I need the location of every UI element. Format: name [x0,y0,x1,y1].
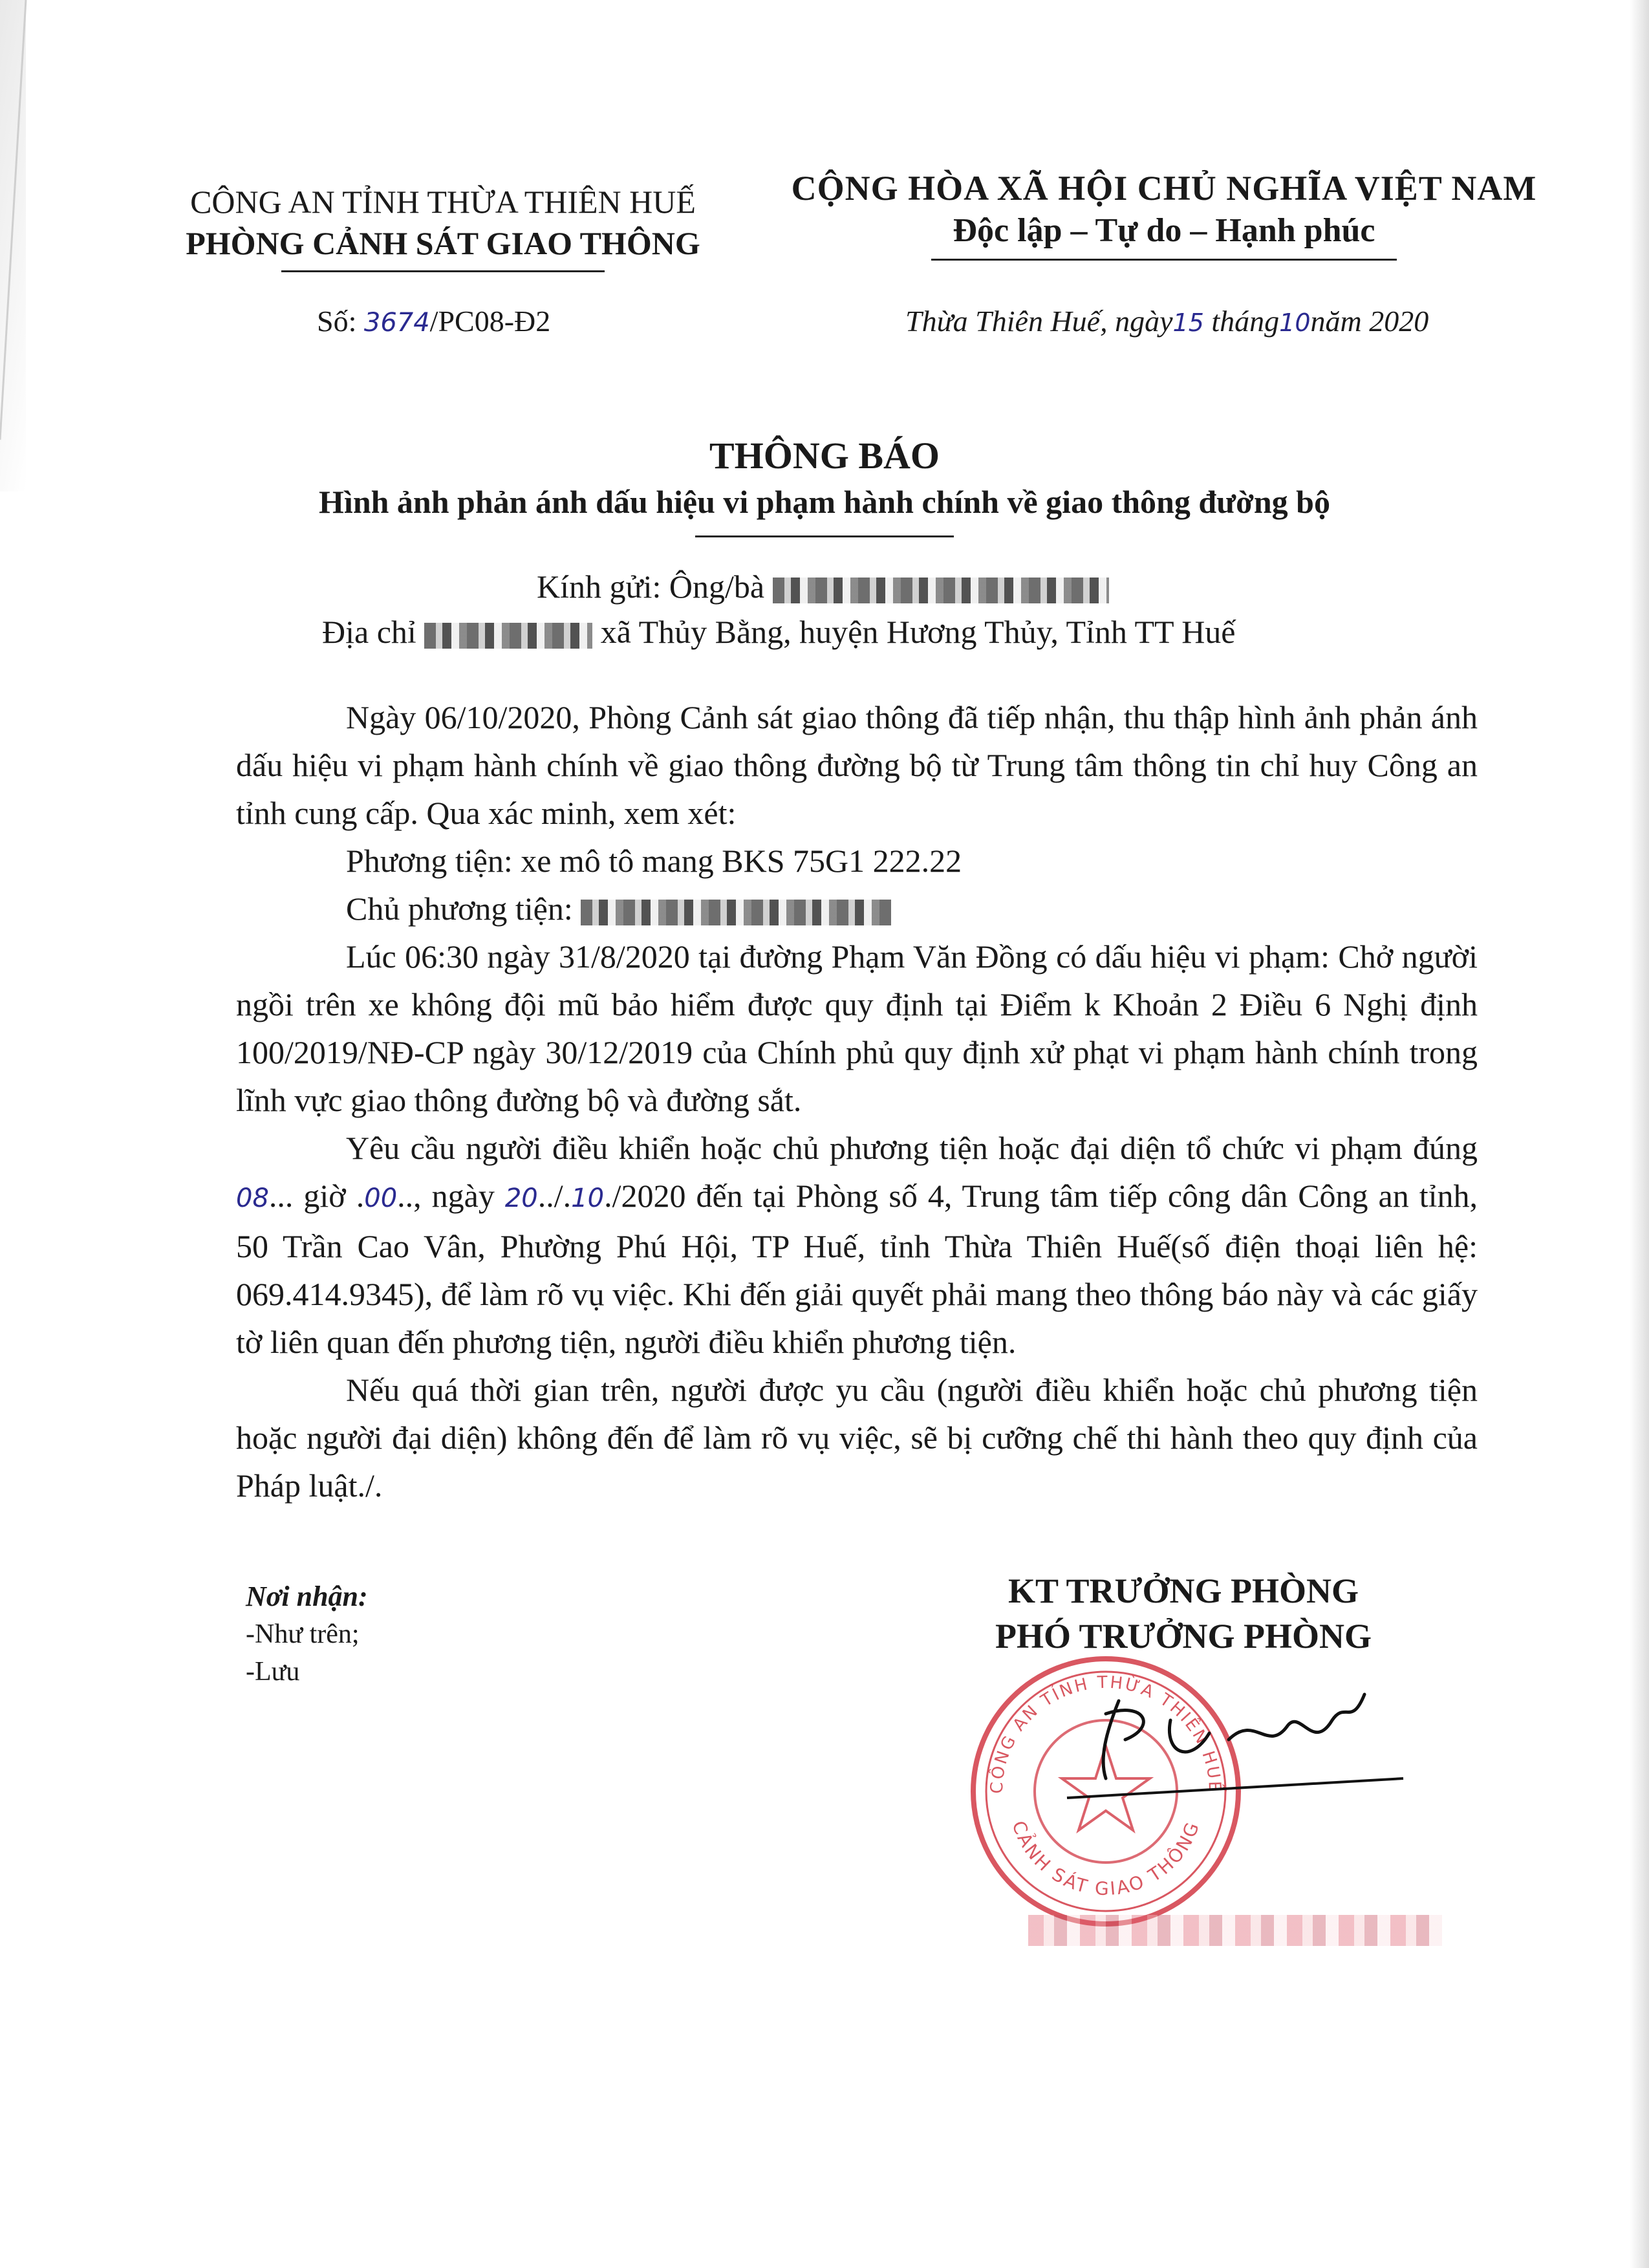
header-right [757,167,1571,261]
department-name: PHÒNG CẢNH SÁT GIAO THÔNG [186,225,700,261]
date-prefix: Thừa Thiên Huế, ngày [905,305,1173,338]
signature-title [951,1568,1416,1659]
date-month-handwritten: 10 [1279,308,1311,337]
recipients-list [246,1578,368,1690]
national-motto: Độc lập – Tự do – Hạnh phúc [953,212,1375,249]
redacted-signer-name [1028,1915,1442,1946]
country-name: CỘNG HÒA XÃ HỘI CHỦ NGHĨA VIỆT NAM [791,169,1537,208]
paragraph-intro: Ngày 06/10/2020, Phòng Cảnh sát giao thông đã tiếp nhận, thu thập hình ảnh phản ánh dấu hiệu vi phạm hành chính về giao thông đường bộ từ Trung tâm thông tin chỉ huy Công an tỉnh cung cấp. Qua xác minh, xem xét: [236,699,1478,831]
request-day-handwritten: 20 [504,1183,538,1213]
header-right-rule [931,259,1397,261]
stamp-top-text: CÔNG AN TỈNH THỪA THIÊN HUẾ [987,1672,1225,1795]
title-block [181,432,1468,537]
paragraph-violation: Lúc 06:30 ngày 31/8/2020 tại đường Phạm Văn Đồng có dấu hiệu vi phạm: Chở người ngồi trên xe không đội mũ bảo hiểm được quy định tại Điểm k Khoản 2 Điều 6 Nghị định 100/2019/NĐ-CP ngày 30/12/2019 của Chính phủ quy định xử phạt vi phạm hành chính trong lĩnh vực giao thông đường bộ và đường sắt. [236,938,1478,1118]
body-text [236,693,1478,1509]
recipients-item-2: -Lưu [246,1657,300,1687]
date-year: năm 2020 [1310,305,1429,338]
address-line [322,609,1487,654]
address-label: Địa chỉ [322,614,416,650]
request-rest: /2020 đến tại Phòng số 4, Trung tâm tiếp công dân Công an tỉnh, 50 Trần Cao Vân, Phường Phú Hội, TP Huế, tỉnh Thừa Thiên Huế(số điện thoại liên hệ: 069.414.9345), để làm rõ vụ việc. Khi đến giải quyết phải mang theo thông báo này và các giấy tờ liên quan đến phương tiện, người điều khiển phương tiện. [236,1178,1478,1360]
date-day-handwritten: 15 [1172,308,1204,337]
document-number [317,304,550,338]
vehicle-line: Phương tiện: xe mô tô mang BKS 75G1 222.22 [346,843,962,879]
document-title: THÔNG BÁO [709,435,940,477]
doc-number-suffix: /PC08-Đ2 [429,305,551,338]
recipients-heading: Nơi nhận: [246,1581,368,1612]
svg-text:CẢNH SÁT GIAO THÔNG [1008,1818,1203,1899]
signer-name [1009,1908,1461,1946]
signature-title-line2: PHÓ TRƯỞNG PHÒNG [995,1617,1372,1656]
paragraph-warning: Nếu quá thời gian trên, người được yu cầu (người điều khiển hoặc chủ phương tiện hoặc người đại diện) không đến để làm rõ vụ việc, sẽ bị cưỡng chế thi hành theo quy định của Pháp luật./. [236,1372,1478,1504]
doc-number-handwritten: 3674 [363,308,430,338]
handwritten-signature [1061,1675,1410,1804]
header-left-rule [281,270,605,272]
doc-number-label: Số: [317,305,357,338]
stamp-bottom-text: CẢNH SÁT GIAO THÔNG [1008,1818,1204,1900]
date-month-label: tháng [1211,305,1280,338]
request-month-handwritten: 10 [571,1183,605,1213]
request-hour-label: giờ [303,1178,346,1214]
recipients-item-1: -Như trên; [246,1619,360,1649]
paragraph-request: Yêu cầu người điều khiển hoặc chủ phương tiện hoặc đại diện tổ chức vi phạm đúng 08... giờ .00.., ngày 20../.10./2020 đến tại Phòng số 4, Trung tâm tiếp công dân Công an tỉnh, 50 Trần Cao Vân, Phường Phú Hội, TP Huế, tỉnh Thừa Thiên Huế(số điện thoại liên hệ: 069.414.9345), để làm rõ vụ việc. Khi đến giải quyết phải mang theo thông báo này và các giấy tờ liên quan đến phương tiện, người điều khiển phương tiện. [236,1130,1478,1360]
recipient-block [323,564,1487,654]
agency-name: CÔNG AN TỈNH THỪA THIÊN HUẾ [190,184,696,220]
title-rule [695,535,954,537]
recipient-greeting: Kính gửi: Ông/bà [537,568,765,605]
request-hour-handwritten: 08 [236,1183,269,1213]
recipient-line [323,564,1487,609]
request-minute-handwritten: 00 [364,1183,398,1213]
redacted-recipient-name [773,578,1109,603]
redacted-address [424,623,592,649]
redacted-owner-name [581,900,891,925]
owner-label: Chủ phương tiện: [346,891,573,927]
request-day-label: ngày [431,1178,495,1214]
document-date [905,304,1428,338]
signature-title-line1: KT TRƯỞNG PHÒNG [1008,1571,1359,1610]
address-text: xã Thủy Bằng, huyện Hương Thủy, Tỉnh TT Huế [600,614,1236,650]
header-left [116,181,770,272]
request-start: Yêu cầu người điều khiển hoặc chủ phương tiện hoặc đại diện tổ chức vi phạm đúng [346,1130,1478,1166]
document-subtitle: Hình ảnh phản ánh dấu hiệu vi phạm hành chính về giao thông đường bộ [319,484,1330,520]
owner-line [236,885,1478,933]
